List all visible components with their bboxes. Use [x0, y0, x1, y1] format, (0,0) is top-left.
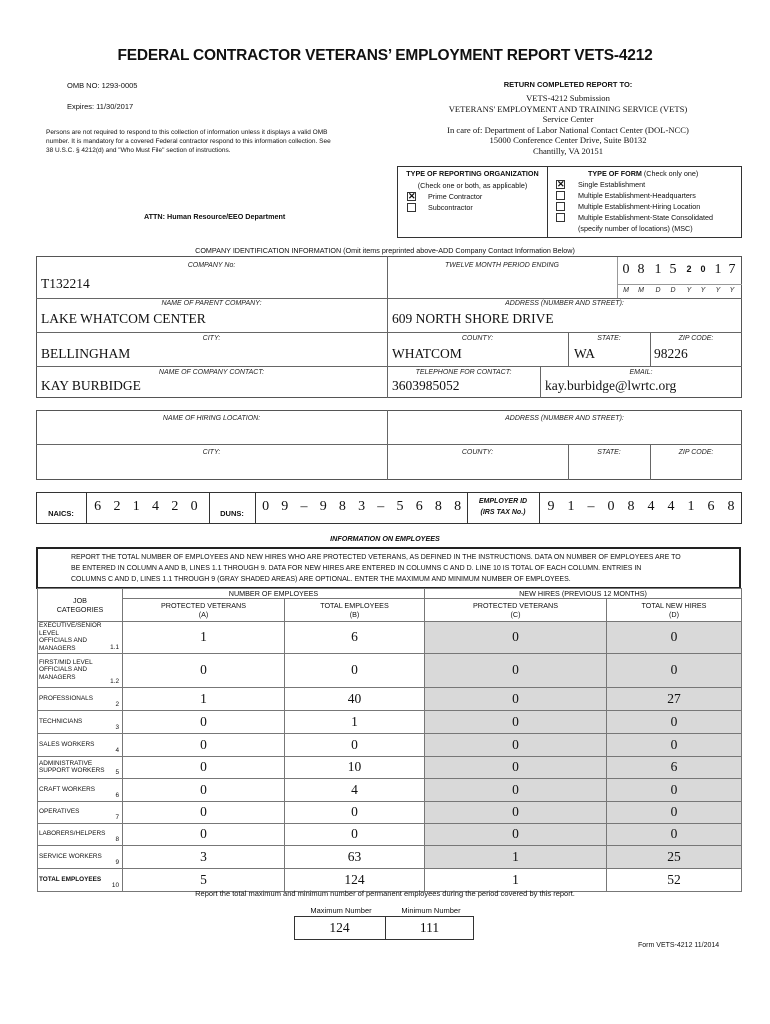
headquarters-label: Multiple Establishment-Headquarters	[578, 191, 696, 200]
cell-col-b[interactable]: 124	[285, 868, 425, 891]
disclaimer: Persons are not required to respond to this collection of information unless it displays a valid OMB number. It is mandatory for a covered Federal contractor respond to this information collection. See 38 U.S.C. § 4212(d) and "Who Must File" section of instructions.	[46, 129, 331, 154]
job-category	[38, 733, 123, 756]
duns-label: DUNS:	[220, 509, 244, 518]
cell-col-d[interactable]: 6	[607, 756, 742, 778]
cell-col-b[interactable]: 0	[285, 653, 425, 687]
job-category-label: OPERATIVES	[39, 808, 80, 816]
employees-heading: INFORMATION ON EMPLOYEES	[330, 534, 440, 543]
cell-col-a[interactable]: 5	[123, 868, 285, 891]
cell-col-c[interactable]: 0	[425, 710, 607, 733]
company-info-heading: COMPANY IDENTIFICATION INFORMATION (Omit items preprinted above-ADD Company Contact Information Below)	[195, 246, 575, 255]
duns-digit: 9	[319, 499, 327, 514]
line-number: 3	[115, 724, 119, 732]
cell-col-d[interactable]: 0	[607, 823, 742, 845]
job-category	[38, 687, 123, 710]
ein-digit: 4	[647, 499, 655, 514]
cell-col-b[interactable]: 40	[285, 687, 425, 710]
county-value[interactable]: WHATCOM	[392, 346, 462, 361]
job-category-label: ADMINISTRATIVE SUPPORT WORKERS	[39, 759, 105, 775]
company-no-label: COMPANY No:	[187, 262, 236, 269]
duns-digit: 8	[434, 499, 442, 514]
line-number: 10	[111, 882, 119, 890]
period-digit: 2	[686, 264, 692, 274]
hiring-location-label: Multiple Establishment-Hiring Location	[578, 202, 701, 211]
job-category-label: PROFESSIONALS	[39, 694, 93, 702]
phone-value[interactable]: 3603985052	[392, 378, 460, 393]
cell-col-b[interactable]: 1	[285, 710, 425, 733]
cell-col-c[interactable]: 0	[425, 622, 607, 654]
job-category	[38, 868, 123, 891]
hiring-county-label: COUNTY:	[461, 449, 494, 456]
cell-col-b[interactable]: 6	[285, 622, 425, 654]
address-label: ADDRESS (NUMBER AND STREET):	[505, 300, 624, 307]
form-version: Form VETS-4212 11/2014	[638, 942, 720, 949]
form-title: FEDERAL CONTRACTOR VETERANS’ EMPLOYMENT REPORT VETS-4212	[117, 47, 653, 64]
cell-col-d[interactable]: 0	[607, 733, 742, 756]
cell-col-a[interactable]: 0	[123, 710, 285, 733]
return-address: RETURN COMPLETED REPORT TO: VETS-4212 Submission VETERANS' EMPLOYMENT AND TRAINING SERVICE (VETS) Service Center In care of: Department of Labor National Contact Center (DOL-NCC) 15000 Conference Center Drive, Suite B0132 Chantilly, VA 20151	[447, 80, 689, 156]
number-of-employees-header: NUMBER OF EMPLOYEES	[123, 589, 425, 599]
job-category-label: SERVICE WORKERS	[39, 852, 102, 860]
job-category-label: TOTAL EMPLOYEES	[39, 875, 102, 883]
cell-col-a[interactable]: 0	[123, 653, 285, 687]
ein-digit: –	[587, 499, 595, 514]
line-number: 4	[115, 747, 119, 755]
maxmin-instruction: Report the total maximum and minimum number of permanent employees during the period covered by this report.	[195, 889, 575, 898]
cell-col-b[interactable]: 0	[285, 823, 425, 845]
hiring-zip-label: ZIP CODE:	[678, 449, 714, 456]
job-category-label: SALES WORKERS	[39, 740, 95, 748]
email-label: EMAIL:	[629, 369, 653, 376]
parent-company-label: NAME OF PARENT COMPANY:	[161, 300, 262, 307]
table-row	[38, 868, 742, 891]
cell-col-c[interactable]: 0	[425, 823, 607, 845]
job-category	[38, 778, 123, 801]
job-categories-header: JOB CATEGORIES	[38, 589, 123, 622]
cell-col-a[interactable]: 0	[123, 756, 285, 778]
period-digit: 7	[728, 262, 736, 277]
state-consolidated-checkbox[interactable]	[556, 213, 565, 222]
cell-col-d[interactable]: 27	[607, 687, 742, 710]
line-number: 2	[115, 701, 119, 709]
duns-digit: –	[300, 499, 308, 514]
duns-digit: 8	[338, 499, 346, 514]
zip-label: ZIP CODE:	[678, 335, 714, 342]
line-number: 1.2	[110, 678, 119, 686]
table-row	[38, 653, 742, 687]
col-c-header: PROTECTED VETERANS (C)	[425, 599, 607, 622]
naics-digit: 6	[94, 499, 102, 514]
table-row	[38, 778, 742, 801]
contact-name-label: NAME OF COMPANY CONTACT:	[158, 369, 265, 376]
naics-digit: 2	[113, 499, 121, 514]
line-number: 8	[115, 836, 119, 844]
subcontractor-label: Subcontractor	[428, 203, 473, 212]
prime-contractor-label: Prime Contractor	[428, 192, 483, 201]
period-digit: 1	[714, 262, 722, 277]
ein-digit: 0	[607, 499, 615, 514]
line-number: 9	[115, 859, 119, 867]
table-row	[38, 823, 742, 845]
ein-digit: 6	[707, 499, 715, 514]
job-category-label: TECHNICIANS	[39, 717, 83, 725]
col-b-header: TOTAL EMPLOYEES (B)	[285, 599, 425, 622]
single-establishment-checkbox[interactable]: ✕	[557, 179, 565, 189]
cell-col-a[interactable]: 0	[123, 801, 285, 823]
job-category	[38, 801, 123, 823]
table-row	[38, 756, 742, 778]
cell-col-a[interactable]: 3	[123, 845, 285, 868]
phone-label: TELEPHONE FOR CONTACT:	[415, 369, 512, 376]
table-row	[38, 622, 742, 654]
zip-value[interactable]: 98226	[654, 346, 688, 361]
period-digit: 0	[622, 262, 630, 277]
city-label: CITY:	[202, 335, 221, 342]
table-row	[38, 687, 742, 710]
new-hires-header: NEW HIRES (PREVIOUS 12 MONTHS)	[425, 589, 742, 599]
table-row	[38, 710, 742, 733]
period-digit: 1	[654, 262, 662, 277]
col-a-header: PROTECTED VETERANS (A)	[123, 599, 285, 622]
min-number-value[interactable]: 111	[419, 920, 440, 935]
state-value[interactable]: WA	[574, 346, 595, 361]
cell-col-d[interactable]: 25	[607, 845, 742, 868]
parent-company-value[interactable]: LAKE WHATCOM CENTER	[41, 311, 206, 326]
company-no-value[interactable]: T132214	[41, 276, 90, 291]
cell-col-c[interactable]: 1	[425, 845, 607, 868]
hiring-location-checkbox[interactable]	[556, 202, 565, 211]
duns-digit: –	[377, 499, 385, 514]
table-row	[38, 801, 742, 823]
cell-col-d[interactable]: 0	[607, 778, 742, 801]
cell-col-a[interactable]: 1	[123, 687, 285, 710]
naics-digit: 4	[152, 499, 160, 514]
cell-col-c[interactable]: 0	[425, 778, 607, 801]
ein-digit: 4	[667, 499, 675, 514]
naics-digit: 2	[171, 499, 179, 514]
cell-col-d[interactable]: 0	[607, 801, 742, 823]
cell-col-d[interactable]: 52	[607, 868, 742, 891]
state-label: STATE:	[597, 335, 621, 342]
naics-digit: 0	[190, 499, 198, 514]
cell-col-c[interactable]: 0	[425, 687, 607, 710]
cell-col-c[interactable]: 0	[425, 653, 607, 687]
ein-digit: 9	[547, 499, 555, 514]
duns-digit: 9	[281, 499, 289, 514]
job-category-label: LABORERS/HELPERS	[39, 830, 106, 838]
cell-col-d[interactable]: 0	[607, 622, 742, 654]
duns-digit: 6	[415, 499, 423, 514]
address-value[interactable]: 609 NORTH SHORE DRIVE	[392, 311, 554, 326]
cell-col-d[interactable]: 0	[607, 653, 742, 687]
duns-digit: 8	[454, 499, 462, 514]
single-establishment-label: Single Establishment	[578, 180, 646, 189]
hiring-city-label: CITY:	[202, 449, 221, 456]
org-type-instruction: (Check one or both, as applicable)	[417, 181, 528, 190]
msc-note: (specify number of locations) (MSC)	[578, 224, 693, 233]
omb-number: OMB NO: 1293-0005	[67, 81, 138, 90]
min-number-label: Minimum Number	[401, 906, 461, 915]
max-number-label: Maximum Number	[310, 906, 372, 915]
cell-col-b[interactable]: 0	[285, 801, 425, 823]
employer-id-label: EMPLOYER ID (IRS TAX No.)	[478, 498, 528, 516]
form-type-heading: TYPE OF FORM (Check only one)	[588, 169, 699, 178]
expiration-date: Expires: 11/30/2017	[67, 102, 134, 111]
job-category-label: CRAFT WORKERS	[39, 785, 95, 793]
period-label: TWELVE MONTH PERIOD ENDING	[445, 262, 559, 269]
job-category	[38, 845, 123, 868]
cell-col-b[interactable]: 0	[285, 733, 425, 756]
period-digit: 0	[700, 264, 706, 274]
cell-col-c[interactable]: 0	[425, 801, 607, 823]
employees-instructions: REPORT THE TOTAL NUMBER OF EMPLOYEES AND NEW HIRES WHO ARE PROTECTED VETERANS, AS DEFINED IN THE INSTRUCTIONS. DATA ON NUMBER OF EMPLOYEES ARE TO BE ENTERED IN COLUMN A AND B, LINES 1.1 THROUGH 9. DATA FOR NEW HIRES ARE ENTERED IN COLUMNS C AND D. LINE 10 IS TOTAL OF EACH COLUMN. ENTRIES IN COLUMNS C AND D, LINES 1.1 THROUGH 9 (GRAY SHADED AREAS) ARE OPTIONAL. ENTER THE MAXIMUM AND MINIMUM NUMBER OF EMPLOYEES.	[36, 547, 741, 589]
duns-digit: 5	[396, 499, 404, 514]
duns-digit: 3	[358, 499, 366, 514]
duns-digit: 0	[262, 499, 270, 514]
hiring-address-label: ADDRESS (NUMBER AND STREET):	[505, 415, 624, 422]
hiring-state-label: STATE:	[597, 449, 621, 456]
cell-col-a[interactable]: 1	[123, 622, 285, 654]
cell-col-c[interactable]: 0	[425, 756, 607, 778]
line-number: 1.1	[110, 644, 119, 652]
line-number: 6	[115, 792, 119, 800]
county-label: COUNTY:	[461, 335, 494, 342]
city-value[interactable]: BELLINGHAM	[41, 346, 131, 361]
table-row	[38, 733, 742, 756]
contact-name-value[interactable]: KAY BURBIDGE	[41, 378, 141, 393]
cell-col-a[interactable]: 0	[123, 823, 285, 845]
period-digit: 5	[669, 262, 677, 277]
cell-col-d[interactable]: 0	[607, 710, 742, 733]
period-digit: 8	[637, 262, 645, 277]
naics-label: NAICS:	[48, 509, 74, 518]
cell-col-b[interactable]: 10	[285, 756, 425, 778]
naics-digit: 1	[132, 499, 140, 514]
ein-digit: 8	[727, 499, 735, 514]
cell-col-c[interactable]: 0	[425, 733, 607, 756]
job-category	[38, 653, 123, 687]
headquarters-checkbox[interactable]	[556, 191, 565, 200]
subcontractor-checkbox[interactable]	[407, 203, 416, 212]
line-number: 5	[115, 769, 119, 777]
table-row	[38, 845, 742, 868]
state-consolidated-label: Multiple Establishment-State Consolidated	[578, 213, 714, 222]
org-type-heading: TYPE OF REPORTING ORGANIZATION	[406, 169, 539, 178]
employees-table	[37, 588, 742, 892]
email-value[interactable]: kay.burbidge@lwrtc.org	[545, 378, 677, 393]
line-number: 7	[115, 814, 119, 822]
cell-col-b[interactable]: 4	[285, 778, 425, 801]
prime-contractor-checkbox[interactable]: ✕	[408, 191, 416, 201]
job-category	[38, 756, 123, 778]
hiring-name-label: NAME OF HIRING LOCATION:	[162, 415, 261, 422]
job-category	[38, 710, 123, 733]
job-category-label: EXECUTIVE/SENIOR LEVEL OFFICIALS AND MANAGERS	[39, 622, 102, 653]
ein-digit: 8	[627, 499, 635, 514]
job-category-label: FIRST/MID LEVEL OFFICIALS AND MANAGERS	[39, 658, 93, 682]
ein-digit: 1	[687, 499, 695, 514]
attn-line: ATTN: Human Resource/EEO Department	[144, 212, 286, 221]
cell-col-a[interactable]: 0	[123, 733, 285, 756]
col-d-header: TOTAL NEW HIRES (D)	[607, 599, 742, 622]
max-number-value[interactable]: 124	[329, 920, 350, 935]
cell-col-b[interactable]: 63	[285, 845, 425, 868]
job-category	[38, 823, 123, 845]
cell-col-c[interactable]: 1	[425, 868, 607, 891]
cell-col-a[interactable]: 0	[123, 778, 285, 801]
job-category	[38, 622, 123, 654]
ein-digit: 1	[567, 499, 575, 514]
